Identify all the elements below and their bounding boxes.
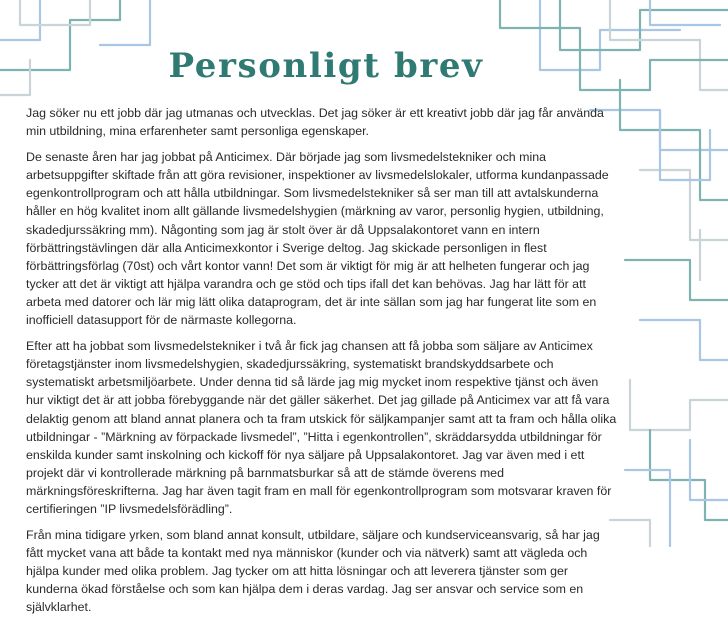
paragraph-earlier-jobs: Från mina tidigare yrken, som bland annat konsult, utbildare, säljare och kundserviceansvarig, så har jag fått mycket vana att både ta kontakt med nya människor (kunder och via nätverk) samt att vägleda och hjälpa kunder med olika problem. Jag tycker om att hitta lösningar och att leverera tjänster som ger kunderna ökad förståelse och som kan hjälpa dem i deras vardag. Jag ser ansvar och service som en självklarhet. <box>26 528 600 615</box>
page-title: Personligt brev <box>168 46 484 86</box>
paragraph-anticimex-sales: Efter att ha jobbat som livsmedelstekniker i två år fick jag chansen att få jobba som säljare av Anticimex företagstjänster inom livsmedelshygien, skadedjurssäkring, systematiskt brandskyddsarbete och systematiskt arbetsmiljöarbete. Under denna tid så lärde jag mig mycket inom respektive tjänst och även hur viktigt det är att jobba förebyggande när det gäller säkerhet. Det jag gillade på Anticimex var att få vara delaktig genom att bland annat planera och ta fram utskick för säljkampanjer samt att ta fram och hålla olika utbildningar - ”Märkning av förpackade livsmedel”, ”Hitta i egenkontrollen”, skräddarsydda utbildningar för enskilda kunder samt inskolning och kickoff för nya säljare på Uppsalakontoret. Jag var även med i ett projekt där vi kontrollerade märkning på barnmatsburkar så att de stämde överens med märkningsföreskrifterna. Jag har även tagit fram en mall för egenkontrollprogram som motsvarar kraven för certifieringen ”IP livsmedelsförädling”. <box>26 339 617 516</box>
paragraph-anticimex-technician: De senaste åren har jag jobbat på Anticimex. Där började jag som livsmedelstekniker och mina arbetsuppgifter skiftade från att göra revisioner, inspektioner av livsmedelslokaler, utforma kundanpassade egenkontrollprogram och att hålla utbildningar. Som livsmedelstekniker så ser man till att avtalskunderna håller en hög kvalitet inom allt gällande livsmedelshygien (märkning av varor, personlig hygien, utbildning, skadedjurssäkring mm). Någonting som jag är stolt över är då Uppsalakontoret vann en intern förbättringstävlingen där alla Anticimexkontor i Sverige deltog. Jag skickade personligen in flest förbättringsförlag (70st) och vårt kontor vann! Det som är viktigt för mig är att helheten fungerar och jag tycker att det är viktigt att hjälpa varandra och ge stöd och tips ifall det kan behövas. Jag har lätt för att arbeta med datorer och lär mig lätt olika dataprogram, det är inte sällan som jag har fungerat lite som en inofficiell datasupport för de närmaste kollegorna. <box>26 150 609 328</box>
paragraph-intro: Jag söker nu ett jobb där jag utmanas och utvecklas. Det jag söker är ett kreativt jobb där jag får använda min utbildning, mina erfarenheter samt personliga egenskaper. <box>26 106 604 139</box>
letter-body <box>26 104 618 625</box>
